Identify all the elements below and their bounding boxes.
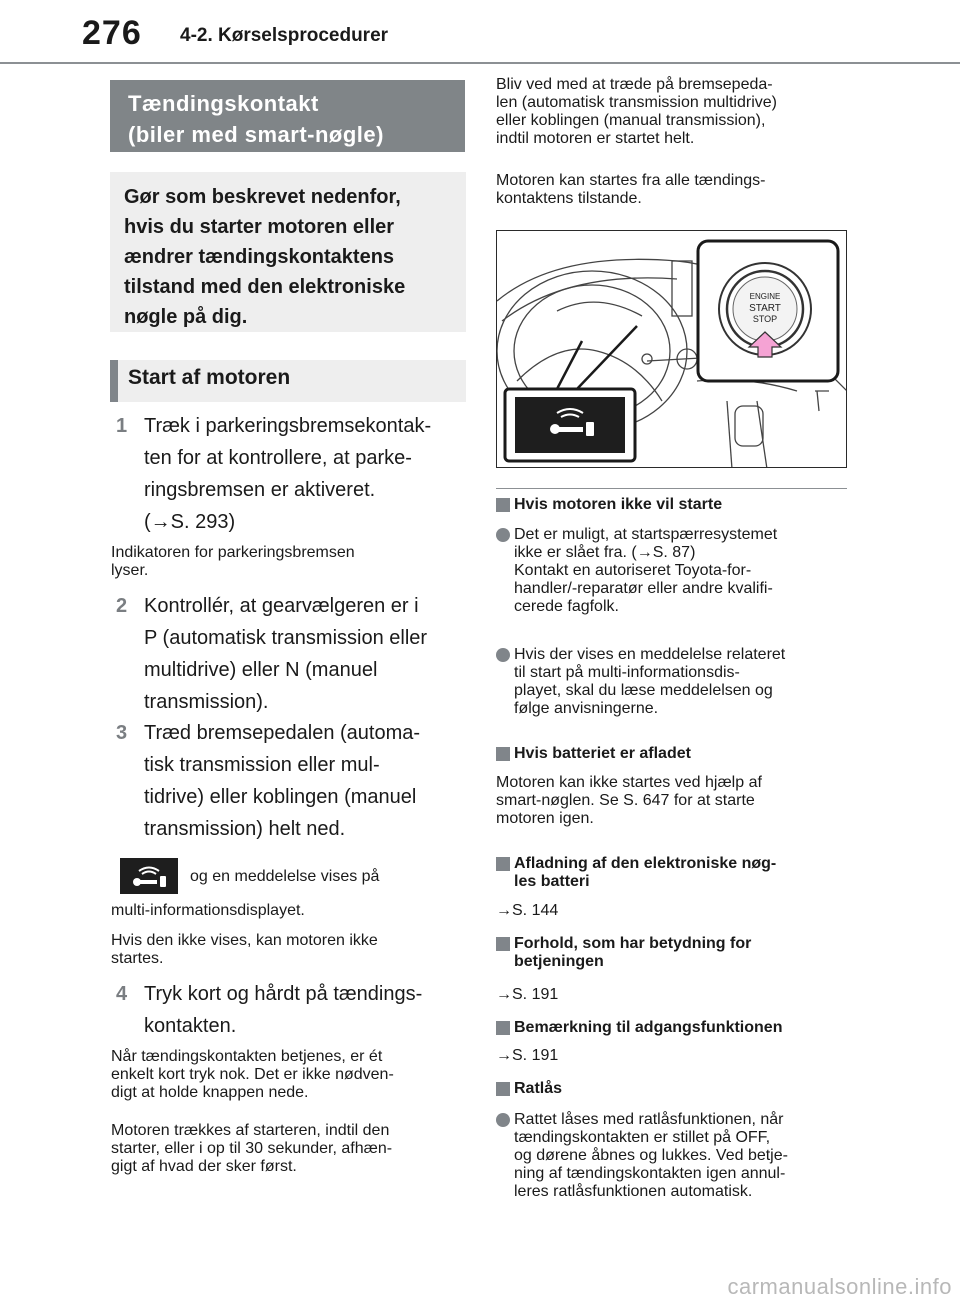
note-line: lyser. [111,562,149,579]
step-line: (→S. 293) [144,511,236,533]
step-3 [116,717,464,845]
button-label-start: START [749,303,781,314]
note-step4a [111,1048,461,1102]
header-rule [0,62,960,64]
icon-caption: og en meddelelse vises på [190,868,380,885]
bullet-line: Rattet låses med ratlåsfunktionen, når [514,1111,784,1128]
step-line: kontakten. [144,1015,237,1037]
heading-line: betjeningen [514,953,604,970]
note-line: Hvis den ikke vises, kan motoren ikke [111,932,378,949]
intro-line: ændrer tændingskontaktens [124,246,395,268]
step-line: Kontrollér, at gearvælgeren er i [144,595,419,617]
heading-steering-lock: Ratlås [514,1080,563,1097]
step-line: Træk i parkeringsbremsekontak- [144,415,432,437]
note-step1 [111,544,461,580]
para-line: kontaktens tilstande. [496,190,642,207]
ref-key-battery: →S. 144 [496,902,559,919]
round-bullet-icon [496,1113,510,1127]
bullet-line: tændingskontakten er stillet på OFF, [514,1129,771,1146]
step-line: tidrive) eller koblingen (manuel [144,786,417,808]
round-bullet-icon [496,648,510,662]
section-title-banner [110,80,465,152]
bullet-line: ikke er slået fra. (→S. 87) [514,544,696,561]
para-line: eller koblingen (manual transmission), [496,112,766,129]
step-line: P (automatisk transmission eller [144,627,428,649]
para-line: smart-nøglen. Se S. 647 for at starte [496,792,755,809]
chapter-title: 4-2. Kørselsprocedurer [180,25,389,46]
step-line: Træd bremsepedalen (automa- [144,722,421,744]
dashboard-drawing [497,231,847,468]
step-line: tisk transmission eller mul- [144,754,380,776]
bullet-line: Kontakt en autoriseret Toyota-for- [514,562,752,579]
para-line: len (automatisk transmission multidrive) [496,94,777,111]
intro-box [110,172,466,332]
note-line: Indikatoren for parkeringsbremsen [111,544,355,561]
para-line: Motoren kan startes fra alle tændings- [496,172,766,189]
bullet-immobilizer [514,526,848,616]
square-bullet-icon [496,498,510,512]
step-line: ringsbremsen er aktiveret. [144,479,376,501]
note-step4b [111,1122,461,1176]
note-line: startes. [111,950,164,967]
bullet-line: handler/-reparatør eller andre kvalifi- [514,580,773,597]
intro-line: nøgle på dig. [124,306,248,328]
right-para-1 [496,76,848,148]
heading-line: Afladning af den elektroniske nøg- [514,855,777,872]
subsection-title: Start af motoren [110,360,466,402]
note-line: Når tændingskontakten betjenes, er ét [111,1048,383,1065]
bullet-message [514,646,848,718]
note-step3 [111,932,461,968]
bullet-line: playet, skal du læse meddelelsen og [514,682,773,699]
bullet-line: cerede fagfolk. [514,598,619,615]
intro-line: Gør som beskrevet nedenfor, [124,186,401,208]
step-number: 4 [116,983,128,1005]
round-bullet-icon [496,528,510,542]
heading-access: Bemærkning til adgangsfunktionen [514,1019,783,1036]
intro-line: hvis du starter motoren eller [124,216,395,238]
bullet-line: leres ratlåsfunktionen automatisk. [514,1183,753,1200]
step-number: 3 [116,722,128,744]
step-line: transmission). [144,691,269,713]
right-para-2 [496,172,848,208]
note-line: Motoren trækkes af starteren, indtil den [111,1122,390,1139]
para-battery [496,774,848,828]
page-number: 276 [82,14,142,52]
square-bullet-icon [496,937,510,951]
square-bullet-icon [496,1082,510,1096]
dashboard-illustration [496,230,847,468]
intro-line: tilstand med den elektroniske [124,276,406,298]
button-label-stop: STOP [752,314,778,324]
bullet-line: følge anvisningerne. [514,700,659,717]
square-bullet-icon [496,857,510,871]
step-2 [116,590,464,718]
heading-battery: Hvis batteriet er afladet [514,745,691,762]
step-number: 1 [116,415,128,437]
note-line: digt at holde knappen nede. [111,1084,309,1101]
para-line: Bliv ved med at træde på bremsepeda- [496,76,773,93]
ref-conditions: →S. 191 [496,986,559,1003]
square-bullet-icon [496,747,510,761]
heading-key-battery [514,855,848,891]
smart-key-indicator-icon [120,858,178,894]
heading-line: Forhold, som har betydning for [514,935,752,952]
note-line: starter, eller i op til 30 sekunder, afhæn- [111,1140,393,1157]
ref-access: →S. 191 [496,1047,559,1064]
bullet-steering-lock [514,1111,848,1201]
square-bullet-icon [496,1021,510,1035]
para-line: motoren igen. [496,810,594,827]
step-line: multidrive) eller N (manuel [144,659,378,681]
step-line: ten for at kontrollere, at parke- [144,447,412,469]
step-number: 2 [116,595,128,617]
bullet-line: til start på multi-informationsdis- [514,664,740,681]
section-title-line2: (biler med smart-nøgle) [128,122,384,147]
bullet-line: ning af tændingskontakten igen annul- [514,1165,786,1182]
para-line: Motoren kan ikke startes ved hjælp af [496,774,762,791]
step-line: Tryk kort og hårdt på tændings- [144,983,423,1005]
step-line: transmission) helt ned. [144,818,346,840]
figure-divider [496,488,847,489]
mid-display [515,397,625,453]
step-1 [116,410,464,538]
heading-line: les batteri [514,873,590,890]
heading-conditions [514,935,848,971]
watermark: carmanualsonline.info [727,1274,952,1299]
icon-caption-cont: multi-informationsdisplayet. [111,902,305,919]
bullet-line: og dørene åbnes og lukkes. Ved betje- [514,1147,788,1164]
note-line: enkelt kort tryk nok. Det er ikke nødven- [111,1066,394,1083]
para-line: indtil motoren er startet helt. [496,130,695,147]
button-label-engine: ENGINE [749,292,781,301]
section-title-line1: Tændingskontakt [128,91,319,116]
heading-no-start: Hvis motoren ikke vil starte [514,496,723,513]
note-line: gigt af hvad der sker først. [111,1158,297,1175]
bullet-line: Det er muligt, at startspærresystemet [514,526,778,543]
step-4 [116,978,464,1042]
bullet-line: Hvis der vises en meddelelse relateret [514,646,786,663]
